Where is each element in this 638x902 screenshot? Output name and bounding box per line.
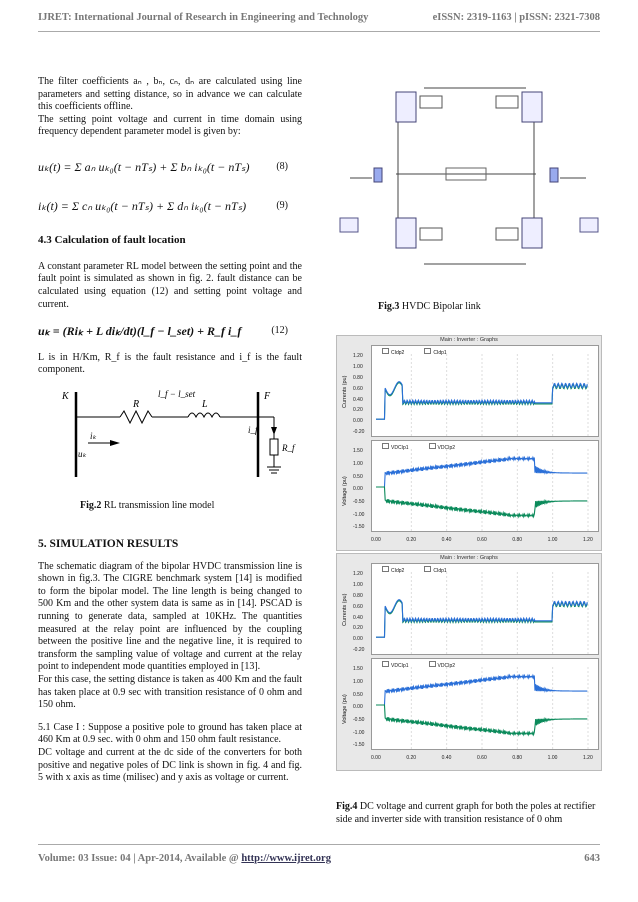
label-R: R	[133, 398, 140, 410]
label-ik: iₖ	[90, 430, 97, 441]
x-axis-tick: 1.20	[583, 755, 593, 762]
equation-9-body: iₖ(t) = Σ cₙ uₖ₀(t − nTₛ) + Σ dₙ iₖ₀(t − nTₛ)	[38, 198, 247, 213]
x-axis-tick: 1.00	[547, 755, 558, 762]
paragraph-setting-distance: For this case, the setting distance is taken as 400 Km and the fault has taken place at 0.9 sec with transition resistance of 0 ohm and 150 ohm.	[38, 674, 302, 711]
x-axis-tick: 0.80	[512, 755, 523, 762]
fig4-caption	[336, 801, 602, 826]
legend-cidp2-lower: CIdp2	[382, 565, 404, 578]
current-panel	[371, 345, 599, 437]
graph-title: Main : Inverter : Graphs	[440, 337, 498, 344]
current-axis-tick: 0.80	[353, 374, 363, 381]
label-uk: uₖ	[78, 448, 87, 459]
current-axis-tick: 1.00	[353, 364, 363, 371]
current-axis-tick: 0.00	[353, 418, 363, 425]
fig3-caption	[378, 301, 602, 314]
x-axis-tick: 1.00	[547, 537, 558, 544]
page-number: 643	[584, 853, 600, 864]
label-lseg: l_f − l_set	[158, 388, 196, 399]
graph-window-upper	[336, 335, 602, 551]
voltage-axis-tick: 0.00	[353, 486, 363, 493]
voltage-axis-tick: 0.00	[353, 704, 363, 711]
left-column	[38, 76, 302, 785]
fig2-caption-text: RL transmission line model	[101, 499, 215, 511]
x-axis-tick: 0.00	[371, 537, 381, 544]
voltage-panel	[371, 440, 599, 532]
current-axis-tick: -0.20	[353, 647, 365, 654]
footer-volume	[38, 853, 331, 864]
legend-cidp1: CIdp1	[424, 347, 446, 360]
voltage-axis-tick: 0.50	[353, 473, 363, 480]
paragraph-rl-model: A constant parameter RL model between the setting point and the fault point is simulated as shown in fig. 2. fault distance can be calculated using equation (12) and setting point voltage and current.	[38, 260, 302, 310]
x-axis-tick: 0.60	[477, 537, 487, 544]
equation-8-number: (8)	[276, 160, 288, 172]
label-K: K	[62, 390, 69, 402]
x-axis-tick: 0.00	[371, 755, 381, 762]
graph-title-lower: Main : Inverter : Graphs	[440, 555, 498, 562]
voltage-axis-tick: -1.00	[353, 729, 365, 736]
voltage-axis-label: Voltage (pu)	[342, 476, 348, 507]
current-axis-tick: 0.20	[353, 625, 363, 632]
current-panel-lower	[371, 563, 599, 655]
fig4-label: Fig.4	[336, 801, 358, 813]
current-axis-label-lower: Currents (pu)	[342, 593, 348, 627]
section-5-heading: 5. SIMULATION RESULTS	[38, 538, 179, 551]
label-F: F	[264, 390, 271, 402]
legend-vdcip2-lower: VDCIp2	[429, 660, 456, 673]
legend-vdcip1: VDCIp1	[382, 442, 409, 455]
issn: eISSN: 2319-1163 | pISSN: 2321-7308	[432, 12, 600, 23]
current-axis-tick: 1.20	[353, 571, 363, 578]
equation-9-number: (9)	[276, 199, 288, 211]
paragraph-case-1: 5.1 Case I : Suppose a positive pole to ground has taken place at 460 Km at 0.9 sec. with 0 ohm and 150 ohm fault resistance.	[38, 721, 302, 746]
voltage-axis-label-lower: Voltage (pu)	[342, 694, 348, 725]
legend-cidp1-lower: CIdp1	[424, 565, 446, 578]
paragraph-l-definition: L is in H/Km, R_f is the fault resistance and i_f is the fault component.	[38, 351, 302, 376]
current-axis-tick: 0.60	[353, 385, 363, 392]
equation-12-number: (12)	[271, 325, 288, 337]
fig2-label: Fig.2	[80, 499, 102, 511]
rl-line-diagram	[38, 387, 302, 487]
current-axis-tick: 0.00	[353, 636, 363, 643]
equation-8	[38, 161, 302, 174]
voltage-axis-tick: -1.50	[353, 742, 365, 749]
page-header	[38, 12, 600, 32]
voltage-axis-tick: 1.50	[353, 666, 363, 673]
voltage-panel-lower	[371, 658, 599, 750]
equation-12	[38, 325, 302, 338]
fig4-caption-text: DC voltage and current graph for both the poles at rectifier side and inverter side with transition resistance of 0 ohm	[336, 801, 596, 825]
x-axis-tick: 0.60	[477, 755, 487, 762]
current-axis-tick: 0.40	[353, 396, 363, 403]
voltage-axis-tick: -1.50	[353, 524, 365, 531]
label-L: L	[202, 398, 208, 410]
legend-vdcip1-lower: VDCIp1	[382, 660, 409, 673]
voltage-axis-tick: -0.50	[353, 498, 365, 505]
current-axis-tick: -0.20	[353, 429, 365, 436]
voltage-axis-tick: -0.50	[353, 716, 365, 723]
current-axis-tick: 0.80	[353, 592, 363, 599]
x-axis-tick: 0.80	[512, 537, 523, 544]
voltage-axis-tick: 0.50	[353, 691, 363, 698]
current-axis-tick: 0.20	[353, 407, 363, 414]
legend-vdcip2: VDCIp2	[429, 442, 456, 455]
paragraph-filter-coefficients: The filter coefficients aₙ , bₙ, cₙ, dₙ are calculated using line parameters and setting distance, so in advance we can calculate this coefficients offline.	[38, 76, 302, 113]
current-axis-label: Currents (pu)	[342, 375, 348, 409]
journal-name: IJRET: International Journal of Research in Engineering and Technology	[38, 12, 369, 23]
current-axis-tick: 0.60	[353, 603, 363, 610]
paragraph-schematic: The schematic diagram of the bipolar HVDC transmission line is shown in fig.3. The CIGRE benchmark system [14] is modified to form the bipolar model. The line length is being changed to 500 Km and the other system data is same as in [14]. PSCAD is running to generate data, sampled at 10KHz. The quantities measured at the relay point are influenced by the coupling between the positive line and the negative line, it is required to transform the sampling value of voltage and current at the relay point to independent mode quantities employed in [13].	[38, 560, 302, 673]
voltage-axis-tick: -1.00	[353, 511, 365, 518]
fig2-caption	[80, 500, 302, 513]
hvdc-bipolar-schematic	[336, 78, 602, 274]
equation-9	[38, 200, 302, 213]
right-column	[336, 78, 602, 826]
paragraph-dc-voltage: DC voltage and current at the dc side of the converters for both positive and negative poles of DC link is shown in fig. 4 and fig. 5 with x axis as time (milisec) and y axis as voltage or current.	[38, 747, 302, 784]
equation-8-body: uₖ(t) = Σ aₙ uₖ₀(t − nTₛ) + Σ bₙ iₖ₀(t − nTₛ)	[38, 159, 250, 174]
graph-window-lower	[336, 553, 602, 771]
current-axis-tick: 0.40	[353, 614, 363, 621]
legend-cidp2: CIdp2	[382, 347, 404, 360]
x-axis-tick: 0.40	[441, 537, 452, 544]
current-axis-tick: 1.20	[353, 353, 363, 360]
voltage-axis-tick: 1.00	[353, 460, 363, 467]
label-Rf: R_f	[282, 442, 295, 453]
x-axis-tick: 0.20	[406, 537, 417, 544]
footer-url-link[interactable]: http://www.ijret.org	[241, 853, 331, 864]
x-axis-tick: 0.20	[406, 755, 417, 762]
page-footer	[38, 844, 600, 864]
paragraph-setting-point: The setting point voltage and current in time domain using frequency dependent parameter model is given by:	[38, 113, 302, 138]
voltage-axis-tick: 1.50	[353, 448, 363, 455]
footer-volume-text: Volume: 03 Issue: 04 | Apr-2014, Available @	[38, 853, 242, 864]
section-4-3-heading: 4.3 Calculation of fault location	[38, 234, 186, 247]
fig3-label: Fig.3	[378, 300, 400, 312]
fig3-caption-text: HVDC Bipolar link	[399, 300, 481, 312]
x-axis-tick: 1.20	[583, 537, 593, 544]
equation-12-body: uₖ = (Riₖ + L diₖ/dt)(l_f − l_set) + R_f i_f	[38, 324, 242, 339]
current-axis-tick: 1.00	[353, 582, 363, 589]
voltage-axis-tick: 1.00	[353, 678, 363, 685]
label-if: i_f	[248, 424, 258, 435]
x-axis-tick: 0.40	[441, 755, 452, 762]
